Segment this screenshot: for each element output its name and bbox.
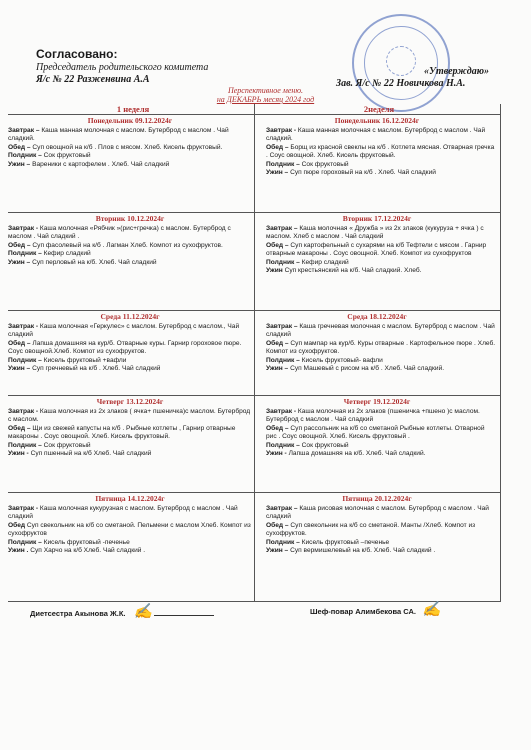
- day-header: Среда 11.12.2024г: [100, 312, 160, 321]
- day-header: Среда 18.12.2024г: [347, 312, 407, 321]
- meal-label: Ужин –: [8, 258, 33, 266]
- day-cell-left: [8, 214, 252, 312]
- meal-text: Лапша домашняя на кур/б. Отварные куры. Гарнир гороховое пюре. Соус овощной.Хлеб. Компот из сухофруктов.: [8, 339, 242, 356]
- day-header: Пятница 14.12.2024г: [95, 494, 165, 503]
- meal-text: Суп картофельный с сухарями на к/б Тефтели с мясом . Гарнир отварные макароны . Соус овощной. Хлеб. Компот из сухофруктов: [266, 241, 487, 258]
- meal-label: Полдник –: [266, 160, 302, 168]
- approved-label: «Утверждаю»: [424, 66, 490, 77]
- meal-line: [266, 539, 496, 547]
- meal-text: Суп Машевый с рисом на к/б . Хлеб. Чай сладкий.: [290, 365, 445, 373]
- meal-label: Завтрак -: [8, 505, 40, 512]
- meal-text: Каша манная молочная с маслом. Бутерброд с маслом . Чай сладкий.: [8, 127, 229, 143]
- meal-label: Полдник –: [8, 441, 44, 449]
- meal-text: Борщ из красной свеклы на к/б . Котлета мясная. Отварная гречка . Соус овощной. Хлеб. Кисель фруктовый.: [266, 143, 495, 160]
- meal-line: [8, 152, 252, 160]
- meal-text: Кефир сладкий: [301, 258, 349, 266]
- meal-line: [266, 357, 496, 365]
- meal-line: [266, 144, 496, 161]
- menu-title: [0, 86, 531, 104]
- meal-label: Ужин: [266, 267, 285, 275]
- meal-label: Завтрак –: [266, 225, 300, 232]
- meal-text: Каша молочная кукурузная с маслом. Бутерброд с маслом . Чай сладкий: [8, 505, 238, 521]
- meal-label: Ужин –: [8, 365, 33, 373]
- menu-table: [8, 104, 500, 602]
- meal-label: Обед –: [8, 339, 33, 347]
- chef-label: Шеф-повар Алимбекова СА.: [310, 607, 417, 616]
- meal-text: Суп Харчо на к/б Хлеб. Чай сладкий .: [30, 547, 146, 555]
- meal-line: [8, 161, 252, 169]
- meal-label: Обед –: [8, 424, 33, 432]
- meal-text: Суп свекольник на к/б со сметаной. Пельмени с маслом Хлеб. Компот из сухофруктов: [8, 521, 251, 538]
- meal-line: [8, 408, 252, 425]
- menu-title-line2: на ДЕКАБРЬ месяц 2024 год: [216, 95, 315, 104]
- dietitian-signature: [30, 603, 214, 620]
- day-menu: [8, 127, 252, 169]
- meal-text: Суп пюре гороховый на к/б . Хлеб. Чай сладкий: [290, 169, 436, 177]
- meal-line: [266, 522, 496, 539]
- meal-label: Полдник –: [8, 152, 44, 160]
- meal-line: [8, 259, 252, 267]
- meal-text: Суп пшенный на к/б Хлеб. Чай сладкий: [30, 450, 152, 458]
- meal-line: [266, 505, 496, 522]
- day-header: Вторник 17.12.2024г: [342, 214, 412, 223]
- day-menu: [8, 408, 252, 458]
- meal-line: [8, 425, 252, 442]
- meal-line: [8, 522, 252, 539]
- meal-text: Сок фруктовый: [43, 441, 91, 449]
- meal-line: [266, 267, 496, 275]
- meal-line: [266, 547, 496, 555]
- meal-label: Завтрак -: [8, 225, 40, 232]
- meal-line: [8, 547, 252, 555]
- meal-label: Полдник –: [266, 356, 302, 364]
- table-divider-vertical: [254, 104, 255, 602]
- meal-label: Полдник –: [8, 250, 44, 258]
- meal-label: Завтрак -: [8, 408, 40, 415]
- meal-text: Сок фруктовый: [301, 160, 349, 168]
- meal-label: Полдник –: [8, 356, 44, 364]
- meal-line: [8, 127, 252, 144]
- meal-line: [8, 323, 252, 340]
- meal-label: Завтрак –: [266, 505, 300, 512]
- meal-text: Суп вермишелевый на к/б. Хлеб. Чай сладкий .: [290, 547, 436, 555]
- row-separator: [8, 310, 500, 311]
- committee-chair-signature: Я/с № 22 Разженвина А.А: [36, 74, 150, 85]
- meal-label: Обед –: [8, 241, 33, 249]
- day-menu: [8, 323, 252, 373]
- meal-line: [266, 408, 496, 425]
- menu-title-line1: Перспективное меню.: [227, 86, 304, 95]
- head-signature: Зав. Я/с № 22 Новичкова Н.А.: [336, 78, 466, 89]
- day-menu: [8, 505, 252, 555]
- meal-line: [266, 259, 496, 267]
- meal-label: Завтрак –: [266, 323, 300, 330]
- day-header: Понедельник 16.12.2024г: [334, 116, 420, 125]
- meal-text: Каша молочная « Дружба » из 2х злаков (кукуруза + ячка ) с маслом. Хлеб с маслом . Чай сладкий: [266, 225, 484, 241]
- meal-line: [266, 225, 496, 242]
- meal-label: Обед –: [266, 143, 291, 151]
- meal-text: Кисель фруктовый- вафли: [301, 356, 383, 364]
- meal-text: Щи из свежей капусты на к/б . Рыбные котлеты , Гарнир отварные макароны . Соус овощной. Хлеб. Кисель фруктовый.: [8, 424, 236, 441]
- meal-label: Полдник –: [266, 441, 302, 449]
- meal-line: [8, 357, 252, 365]
- meal-label: Завтрак -: [8, 323, 40, 330]
- meal-label: Обед –: [266, 424, 291, 432]
- meal-label: Обед: [8, 521, 27, 529]
- meal-label: Обед –: [266, 339, 291, 347]
- meal-text: Каша манная молочная с маслом. Бутерброд с маслом . Чай сладкий.: [266, 127, 486, 143]
- meal-line: [8, 539, 252, 547]
- meal-label: Ужин –: [266, 169, 291, 177]
- day-cell-left: [8, 494, 252, 602]
- row-separator: [8, 492, 500, 493]
- day-cell-right: [258, 116, 496, 214]
- meal-line: [266, 169, 496, 177]
- day-cell-right: [258, 214, 496, 312]
- day-menu: [258, 225, 496, 275]
- meal-text: Суп рассольник на к/б со сметаной Рыбные котлеты. Отварной рис . Соус овощной. Хлеб. Кисель фруктовый .: [266, 424, 485, 441]
- meal-line: [266, 323, 496, 340]
- meal-text: Кисель фруктовый –печенье: [301, 538, 390, 546]
- meal-text: Суп мампар на кур/б. Куры отварные . Картофельное пюре . Хлеб. Компот из сухофруктов.: [266, 339, 496, 356]
- meal-text: Кисель фруктовый +вафли: [43, 356, 127, 364]
- meal-text: Лапша домашняя на к/б. Хлеб. Чай сладкий.: [288, 450, 426, 458]
- meal-line: [266, 127, 496, 144]
- meal-line: [8, 365, 252, 373]
- meal-text: Каша молочная «Рябчик »(рис+гречка) с маслом. Бутерброд с маслом . Чай сладкий .: [8, 225, 231, 241]
- agreed-block: [36, 48, 256, 86]
- meal-text: Кефир сладкий: [43, 250, 91, 258]
- row-separator: [8, 395, 500, 396]
- meal-text: Суп крестьянский на к/б. Чай сладкий. Хлеб.: [284, 267, 422, 275]
- meal-line: [8, 450, 252, 458]
- day-menu: [258, 505, 496, 555]
- day-menu: [258, 323, 496, 373]
- meal-text: Каша рисовая молочная с маслом. Бутерброд с маслом . Чай сладкий: [266, 505, 489, 521]
- meal-label: Обед –: [266, 241, 291, 249]
- day-header: Четверг 19.12.2024г: [343, 397, 411, 406]
- day-cell-left: [8, 116, 252, 214]
- meal-line: [8, 505, 252, 522]
- meal-text: Суп фасолевый на к/б . Лагман Хлеб. Компот из сухофруктов.: [32, 241, 223, 249]
- meal-line: [8, 144, 252, 152]
- meal-line: [8, 250, 252, 258]
- day-cell-right: [258, 397, 496, 494]
- meal-text: Сок фруктовый: [43, 152, 91, 160]
- meal-line: [266, 365, 496, 373]
- meal-text: Каша молочная «Геркулес» с маслом. Бутерброд с маслом., Чай сладкий: [8, 323, 240, 339]
- meal-line: [266, 425, 496, 442]
- meal-label: Ужин -: [8, 450, 31, 458]
- dietitian-handwritten-signature: ✍: [133, 603, 153, 620]
- meal-label: Обед –: [266, 521, 291, 529]
- meal-line: [8, 340, 252, 357]
- table-border-top: [8, 114, 500, 115]
- chef-signature: [310, 601, 441, 618]
- meal-line: [266, 161, 496, 169]
- meal-text: Каша молочная из 2х злаков (пшеничка +пшено )с маслом. Бутерброд с маслом . Чай сладкий: [266, 408, 480, 424]
- day-cell-right: [258, 494, 496, 602]
- meal-line: [266, 242, 496, 259]
- row-separator: [8, 212, 500, 213]
- meal-label: Ужин .: [8, 547, 31, 555]
- day-header: Вторник 10.12.2024г: [95, 214, 165, 223]
- table-border-right: [500, 104, 501, 602]
- meal-text: Каша гречневая молочная с маслом. Бутерброд с маслом . Чай сладкий: [266, 323, 495, 339]
- meal-line: [266, 442, 496, 450]
- meal-text: Вареники с картофелем . Хлеб. Чай сладкий: [32, 160, 170, 168]
- meal-label: Полдник –: [266, 538, 302, 546]
- meal-text: Кисель фруктовый -печенье: [43, 538, 130, 546]
- meal-text: Суп свекольник на к/б со сметаной. Манты /Хлеб. Компот из сухофруктов.: [266, 521, 476, 538]
- meal-label: Завтрак –: [8, 127, 42, 134]
- committee-chair-label: Председатель родительского комитета: [36, 62, 209, 73]
- day-menu: [8, 225, 252, 267]
- meal-text: Суп овощной на к/б . Плов с мясом. Хлеб. Кисель фруктовый.: [32, 143, 223, 151]
- day-header: Четверг 13.12.2024г: [96, 397, 164, 406]
- week-1-header: 1 неделя: [116, 104, 150, 114]
- meal-line: [266, 340, 496, 357]
- meal-label: Завтрак -: [266, 127, 298, 134]
- meal-label: Ужин –: [266, 365, 291, 373]
- week-2-header: 2неделя: [363, 104, 395, 114]
- day-header: Пятница 20.12.2024г: [342, 494, 412, 503]
- meal-label: Полдник –: [8, 538, 44, 546]
- meal-line: [266, 450, 496, 458]
- meal-label: Завтрак -: [266, 408, 298, 415]
- meal-label: Ужин –: [8, 160, 33, 168]
- chef-handwritten-signature: ✍: [422, 601, 441, 618]
- day-header: Понедельник 09.12.2024г: [87, 116, 173, 125]
- meal-label: Ужин –: [266, 547, 291, 555]
- meal-text: Суп перловый на к/б. Хлеб. Чай сладкий: [32, 258, 157, 266]
- meal-label: Ужин -: [266, 450, 289, 458]
- day-menu: [258, 127, 496, 177]
- agreed-label: Согласовано:: [36, 47, 118, 61]
- meal-text: Каша молочная из 2х злаков ( ячка+ пшеничка)с маслом. Бутерброд с маслом.: [8, 408, 251, 424]
- meal-line: [8, 225, 252, 242]
- meal-label: Обед –: [8, 143, 33, 151]
- meal-line: [8, 442, 252, 450]
- day-cell-left: [8, 312, 252, 397]
- meal-text: Сок фруктовый: [301, 441, 349, 449]
- day-menu: [258, 408, 496, 458]
- meal-text: Суп гречневый на к/б . Хлеб. Чай сладкий: [32, 365, 161, 373]
- dietitian-label: Диетсестра Акынова Ж.К.: [30, 609, 126, 618]
- day-cell-left: [8, 397, 252, 494]
- day-cell-right: [258, 312, 496, 397]
- meal-label: Полдник –: [266, 258, 302, 266]
- meal-line: [8, 242, 252, 250]
